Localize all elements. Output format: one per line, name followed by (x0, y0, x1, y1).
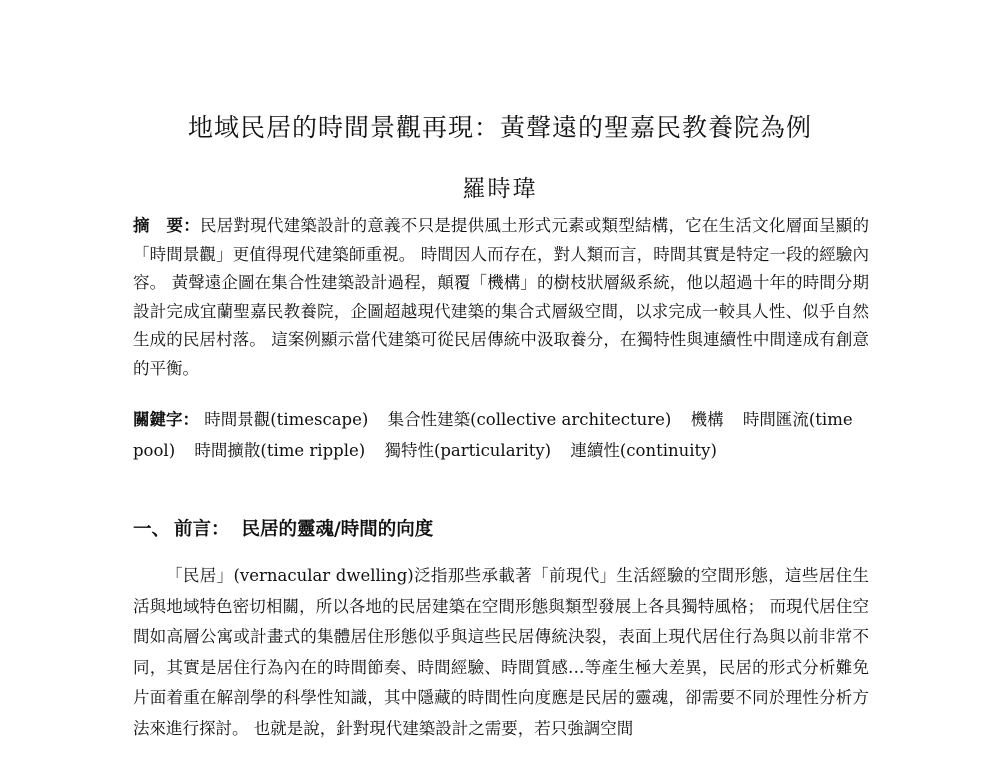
keyword: 時間匯流(time pool) (133, 410, 853, 460)
keywords (133, 404, 869, 466)
keyword: 時間擴散(time ripple) (194, 441, 366, 460)
abstract-text: 民居對現代建築設計的意義不只是提供風土形式元素或類型結構，它在生活文化層面呈顯的「時間景觀」更值得現代建築師重視。 時間因人而存在，對人類而言，時間其實是特定一段的經驗內容。 黃聲遠企圖在集合性建築設計過程，顛覆「機構」的樹枝狀層級系統，他以超過十年的時間分期設計完成宜蘭聖嘉民教養院，企圖超越現代建築的集合式層級空間，以求完成一較具人性、似乎自然生成的民居村落。 這案例顯示當代建築可從民居傳統中汲取養分，在獨特性與連續性中間達成有創意的平衡。 (133, 216, 870, 378)
section-heading (133, 515, 433, 541)
keyword: 獨特性(particularity) (384, 441, 552, 460)
body-paragraph: 「民居」(vernacular dwelling)泛指那些承載著「前現代」生活經驗的空間形態，這些居住生活與地域特色密切相關，所以各地的民居建築在空間形態與類型發展上各具獨特風格； 而現代居住空間如高層公寓或計畫式的集體居住形態似乎與這些民居傳統決裂，表面上現代居住行為與以前非常不同，其實是居住行為內在的時間節奏、時間經驗、時間質感…等產生極大差異，民居的形式分析難免片面着重在解剖學的科學性知識，其中隱藏的時間性向度應是民居的靈魂，卻需要不同於理性分析方法來進行探討。 也就是說，針對現代建築設計之需要，若只強調空間 (133, 566, 869, 738)
keyword: 機構 (690, 410, 724, 429)
section-subtitle: 民居的靈魂/時間的向度 (241, 519, 434, 540)
author-name: 羅時瑋 (462, 176, 538, 202)
keyword: 集合性建築(collective architecture) (387, 410, 672, 429)
keywords-label: 關鍵字： (133, 410, 199, 429)
keyword: 連續性(continuity) (570, 441, 717, 460)
keyword: 時間景觀(timescape) (204, 410, 369, 429)
abstract-label: 摘 要： (133, 216, 200, 235)
abstract (133, 212, 869, 383)
section-title: 前言： (174, 519, 230, 540)
paper-title: 地域民居的時間景觀再現：黃聲遠的聖嘉民教養院為例 (187, 113, 812, 142)
section-number: 一、 (133, 519, 171, 540)
